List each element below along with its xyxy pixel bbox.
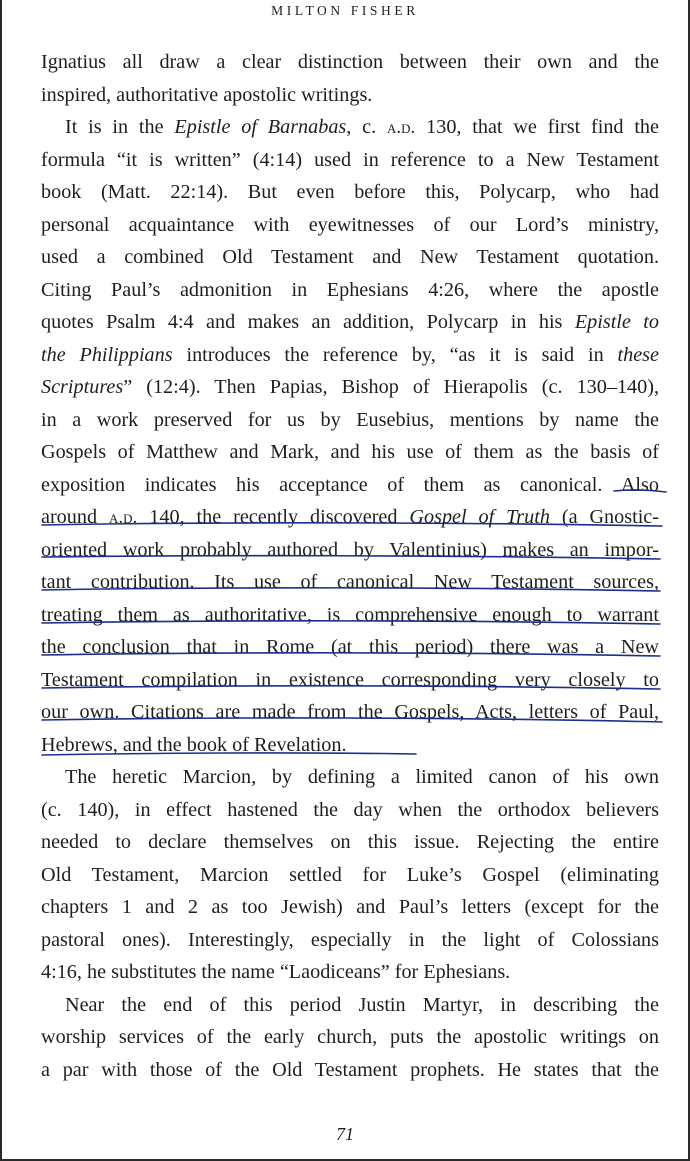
text-line (41, 534, 659, 567)
text-run: , c. (346, 116, 387, 138)
italic-text: Gospel of Truth (409, 506, 550, 528)
text-run: (a Gnostic- (549, 506, 659, 528)
text-line (41, 1021, 659, 1054)
text-line (41, 599, 659, 632)
text-line (41, 989, 659, 1022)
text-line (41, 436, 659, 469)
text-line (41, 339, 659, 372)
text-line (41, 144, 659, 177)
text-run: 130, that we first find the (415, 116, 659, 138)
text-run: in a work preserved for us by Eusebius, mentions by name the (41, 408, 659, 431)
text-run: The heretic Marcion, by defining a limited canon of his own (65, 766, 659, 788)
text-line (41, 794, 659, 827)
text-run: treating them as authoritative, is comprehensive enough to warrant (41, 603, 659, 626)
text-line (41, 696, 659, 729)
text-line (41, 1054, 659, 1087)
page-number: 71 (336, 1124, 354, 1144)
text-run: introduces the reference by, “as it is said in (172, 343, 618, 366)
text-run: Hebrews, and the book of Revelation. (41, 733, 347, 756)
italic-text: Epistle of Barnabas (174, 116, 347, 138)
text-line (41, 891, 659, 924)
text-line (41, 761, 659, 794)
text-run: book (Matt. 22:14). But even before this, Polycarp, who had (41, 181, 659, 203)
text-run: exposition indicates his acceptance of them as canonical. Also (41, 473, 659, 496)
text-run: Testament compilation in existence corresponding very closely to (41, 668, 659, 691)
text-run: pastoral ones). Interestingly, especially in the light of Colossians (41, 928, 659, 951)
text-run: needed to declare themselves on this issue. Rejecting the entire (41, 831, 659, 853)
text-run: Gospels of Matthew and Mark, and his use of them as the basis of (41, 441, 659, 463)
text-run: personal acquaintance with eyewitnesses of our Lord’s ministry, (41, 213, 659, 236)
body-text (41, 46, 659, 1086)
italic-text: the Philippians (41, 343, 173, 366)
text-run: a par with those of the Old Testament prophets. He states that the (41, 1058, 659, 1081)
text-run: chapters 1 and 2 as too Jewish) and Paul’s letters (except for the (41, 896, 659, 918)
text-run: 4:16, he substitutes the name “Laodiceans” for Ephesians. (41, 961, 511, 983)
text-run: the conclusion that in Rome (at this period) there was a New (41, 636, 659, 658)
text-run: worship services of the early church, puts the apostolic writings on (41, 1026, 659, 1048)
text-run: It is in the (65, 116, 175, 138)
text-run: Citing Paul’s admonition in Ephesians 4:26, where the apostle (41, 278, 659, 301)
text-run: 140, the recently discovered (137, 506, 410, 528)
text-line (41, 46, 659, 79)
text-line (41, 924, 659, 957)
italic-text: Scriptures (41, 376, 124, 398)
text-line (41, 241, 659, 274)
text-line (41, 501, 659, 534)
text-line (41, 111, 659, 144)
text-run: Near the end of this period Justin Martyr, in describing the (65, 993, 659, 1016)
text-line (41, 209, 659, 242)
text-run: around (41, 506, 109, 528)
running-head: MILTON FISHER (271, 3, 419, 18)
text-run: Old Testament, Marcion settled for Luke’s Gospel (eliminating (41, 863, 659, 886)
text-line (41, 469, 659, 502)
text-line (41, 306, 659, 339)
text-run: (c. 140), in effect hastened the day when the orthodox believers (41, 798, 659, 821)
text-run: used a combined Old Testament and New Testament quotation. (41, 246, 659, 268)
italic-text: Epistle to (574, 311, 659, 333)
text-line (41, 79, 659, 112)
text-line (41, 859, 659, 892)
text-line (41, 404, 659, 437)
text-run: inspired, authoritative apostolic writings. (41, 83, 373, 106)
text-run: tant contribution. Its use of canonical New Testament sources, (41, 571, 659, 593)
text-line (41, 176, 659, 209)
small-caps-text: a.d. (386, 117, 416, 138)
text-line (41, 729, 659, 762)
text-run: formula “it is written” (4:14) used in reference to a New Testament (41, 148, 659, 171)
small-caps-text: a.d. (108, 507, 138, 528)
text-line (41, 664, 659, 697)
text-run: ” (12:4). Then Papias, Bishop of Hierapolis (c. 130–140), (123, 376, 659, 398)
text-line (41, 631, 659, 664)
text-run: our own. Citations are made from the Gospels, Acts, letters of Paul, (41, 701, 659, 723)
text-line (41, 371, 659, 404)
text-line (41, 956, 659, 989)
text-line (41, 826, 659, 859)
italic-text: these (617, 343, 659, 366)
text-run: quotes Psalm 4:4 and makes an addition, Polycarp in his (41, 311, 575, 333)
text-run: oriented work probably authored by Valentinius) makes an impor- (41, 538, 659, 561)
text-run: Ignatius all draw a clear distinction between their own and the (41, 51, 659, 73)
text-line (41, 566, 659, 599)
text-line (41, 274, 659, 307)
